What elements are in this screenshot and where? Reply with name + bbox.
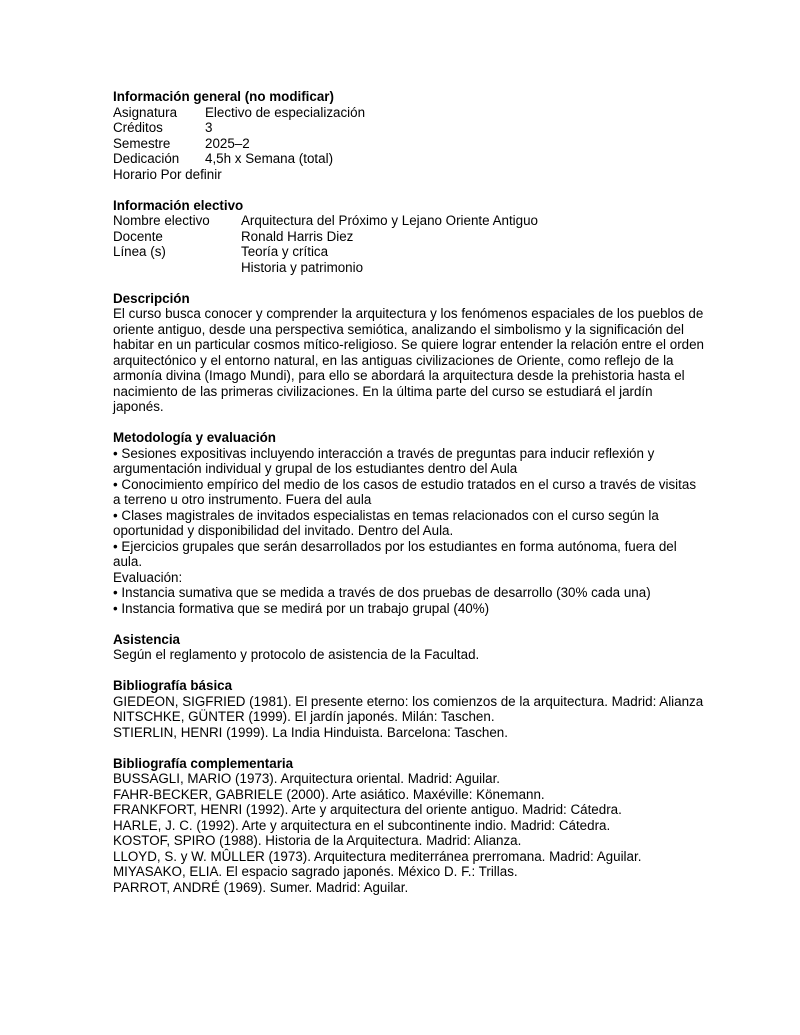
- row-value: Electivo de especialización: [205, 104, 366, 120]
- text-line: Evaluación:: [113, 569, 183, 585]
- row-value: Ronald Harris Diez: [241, 228, 354, 244]
- text-line: • Ejercicios grupales que serán desarrollados por los estudiantes en forma autónoma, fuera del: [113, 538, 677, 554]
- text-line: Según el reglamento y protocolo de asistencia de la Facultad.: [113, 647, 480, 662]
- info-row: [113, 151, 698, 167]
- text-line: aula.: [113, 554, 143, 569]
- row-value: Historia y patrimonio: [241, 259, 364, 275]
- text-line: nacimiento de las primeras civilizaciones. En la última parte del curso se estudiará el jardín: [113, 383, 653, 399]
- section-informacion-electivo: [113, 198, 698, 276]
- text-line: oportunidad y disponibilidad del invitado. Dentro del Aula.: [113, 523, 454, 538]
- section-heading: Bibliografía básica: [113, 678, 233, 693]
- text-line: El curso busca conocer y comprender la arquitectura y los fenómenos espaciales de los pueblos de: [113, 306, 704, 321]
- section-asistencia: [113, 632, 698, 663]
- bibliography-entry: STIERLIN, HENRI (1999). La India Hinduista. Barcelona: Taschen.: [113, 724, 508, 740]
- bibliography-entry: HARLE, J. C. (1992). Arte y arquitectura en el subcontinente indio. Madrid: Cátedra.: [113, 817, 611, 833]
- text-line: • Sesiones expositivas incluyendo interacción a través de preguntas para inducir reflexión y: [113, 445, 655, 461]
- section-metodologia-evaluacion: [113, 430, 698, 616]
- row-label: Línea (s): [113, 244, 166, 259]
- text-line: a terreno u otro instrumento. Fuera del aula: [113, 492, 372, 507]
- bibliography-entry: MIYASAKO, ELIA. El espacio sagrado japonés. México D. F.: Trillas.: [113, 864, 518, 879]
- row-label: Semestre: [113, 135, 171, 151]
- text-line: • Conocimiento empírico del medio de los casos de estudio tratados en el curso a través de visitas: [113, 476, 697, 492]
- info-row: [113, 120, 698, 136]
- bibliography-entry: BUSSAGLI, MARIO (1973). Arquitectura oriental. Madrid: Aguilar.: [113, 771, 501, 786]
- bibliography-entry: KOSTOF, SPIRO (1988). Historia de la Arquitectura. Madrid: Alianza.: [113, 833, 522, 848]
- section-heading: Bibliografía complementaria: [113, 755, 294, 771]
- text-line: oriente antiguo, desde una perspectiva semiótica, analizando el simbolismo y la significación del: [113, 321, 684, 337]
- section-heading: Metodología y evaluación: [113, 430, 276, 445]
- text-line: japonés.: [113, 399, 164, 414]
- text-line: • Instancia formativa que se medirá por un trabajo grupal (40%): [113, 600, 490, 616]
- text-line: armonía divina (Imago Mundi), para ello se abordará la arquitectura desde la prehistoria hasta el: [113, 368, 685, 383]
- bibliography-entry: PARROT, ANDRÉ (1969). Sumer. Madrid: Aguilar.: [113, 879, 409, 895]
- info-row: [113, 105, 698, 121]
- row-value: Arquitectura del Próximo y Lejano Oriente Antiguo: [241, 213, 538, 228]
- section-heading: Información general (no modificar): [113, 89, 334, 104]
- text-line: • Clases magistrales de invitados especialistas en temas relacionados con el curso según la: [113, 507, 659, 523]
- bibliography-entry: LLOYD, S. y W. MÛLLER (1973). Arquitectura mediterránea prerromana. Madrid: Aguilar.: [113, 848, 642, 864]
- section-descripcion: [113, 290, 704, 415]
- row-value: 4,5h x Semana (total): [205, 151, 334, 166]
- section-informacion-general: [113, 89, 698, 182]
- row-value: 2025–2: [205, 135, 250, 151]
- info-row: [113, 229, 698, 245]
- bibliography-entry: NITSCHKE, GÜNTER (1999). El jardín japonés. Milán: Taschen.: [113, 709, 495, 724]
- document-content: [113, 89, 704, 895]
- info-row: [113, 244, 698, 260]
- bibliography-entry: FAHR-BECKER, GABRIELE (2000). Arte asiático. Maxéville: Könemann.: [113, 786, 545, 802]
- row-label: Nombre electivo: [113, 213, 210, 228]
- info-row: [113, 260, 698, 276]
- section-bibliografia-complementaria: [113, 756, 698, 896]
- text-line: Horario Por definir: [113, 166, 222, 182]
- section-heading: Información electivo: [113, 197, 244, 213]
- text-line: arquitectónico y el entorno natural, en las antiguas civilizaciones de Oriente, como reflejo de la: [113, 352, 674, 368]
- section-heading: Asistencia: [113, 631, 180, 647]
- row-label: Asignatura: [113, 104, 178, 120]
- text-line: • Instancia sumativa que se medida a través de dos pruebas de desarrollo (30% cada una): [113, 585, 651, 600]
- bibliography-entry: FRANKFORT, HENRI (1992). Arte y arquitectura del oriente antiguo. Madrid: Cátedra.: [113, 802, 622, 817]
- text-line: habitar en un particular cosmos mítico-religioso. Se quiere lograr entender la relación entre el orden: [113, 337, 704, 352]
- row-label: Créditos: [113, 120, 163, 135]
- info-row: [113, 136, 698, 152]
- section-heading: Descripción: [113, 290, 190, 306]
- row-label: Dedicación: [113, 151, 180, 166]
- info-row: [113, 213, 698, 229]
- row-label: [113, 260, 241, 276]
- section-bibliografia-basica: [113, 678, 704, 740]
- row-value: Teoría y crítica: [241, 244, 329, 259]
- row-value: 3: [205, 120, 213, 135]
- text-line: argumentación individual y grupal de los estudiantes dentro del Aula: [113, 461, 518, 476]
- row-label: Docente: [113, 228, 163, 244]
- bibliography-entry: GIEDEON, SIGFRIED (1981). El presente eterno: los comienzos de la arquitectura. Madrid: Alianza: [113, 693, 704, 709]
